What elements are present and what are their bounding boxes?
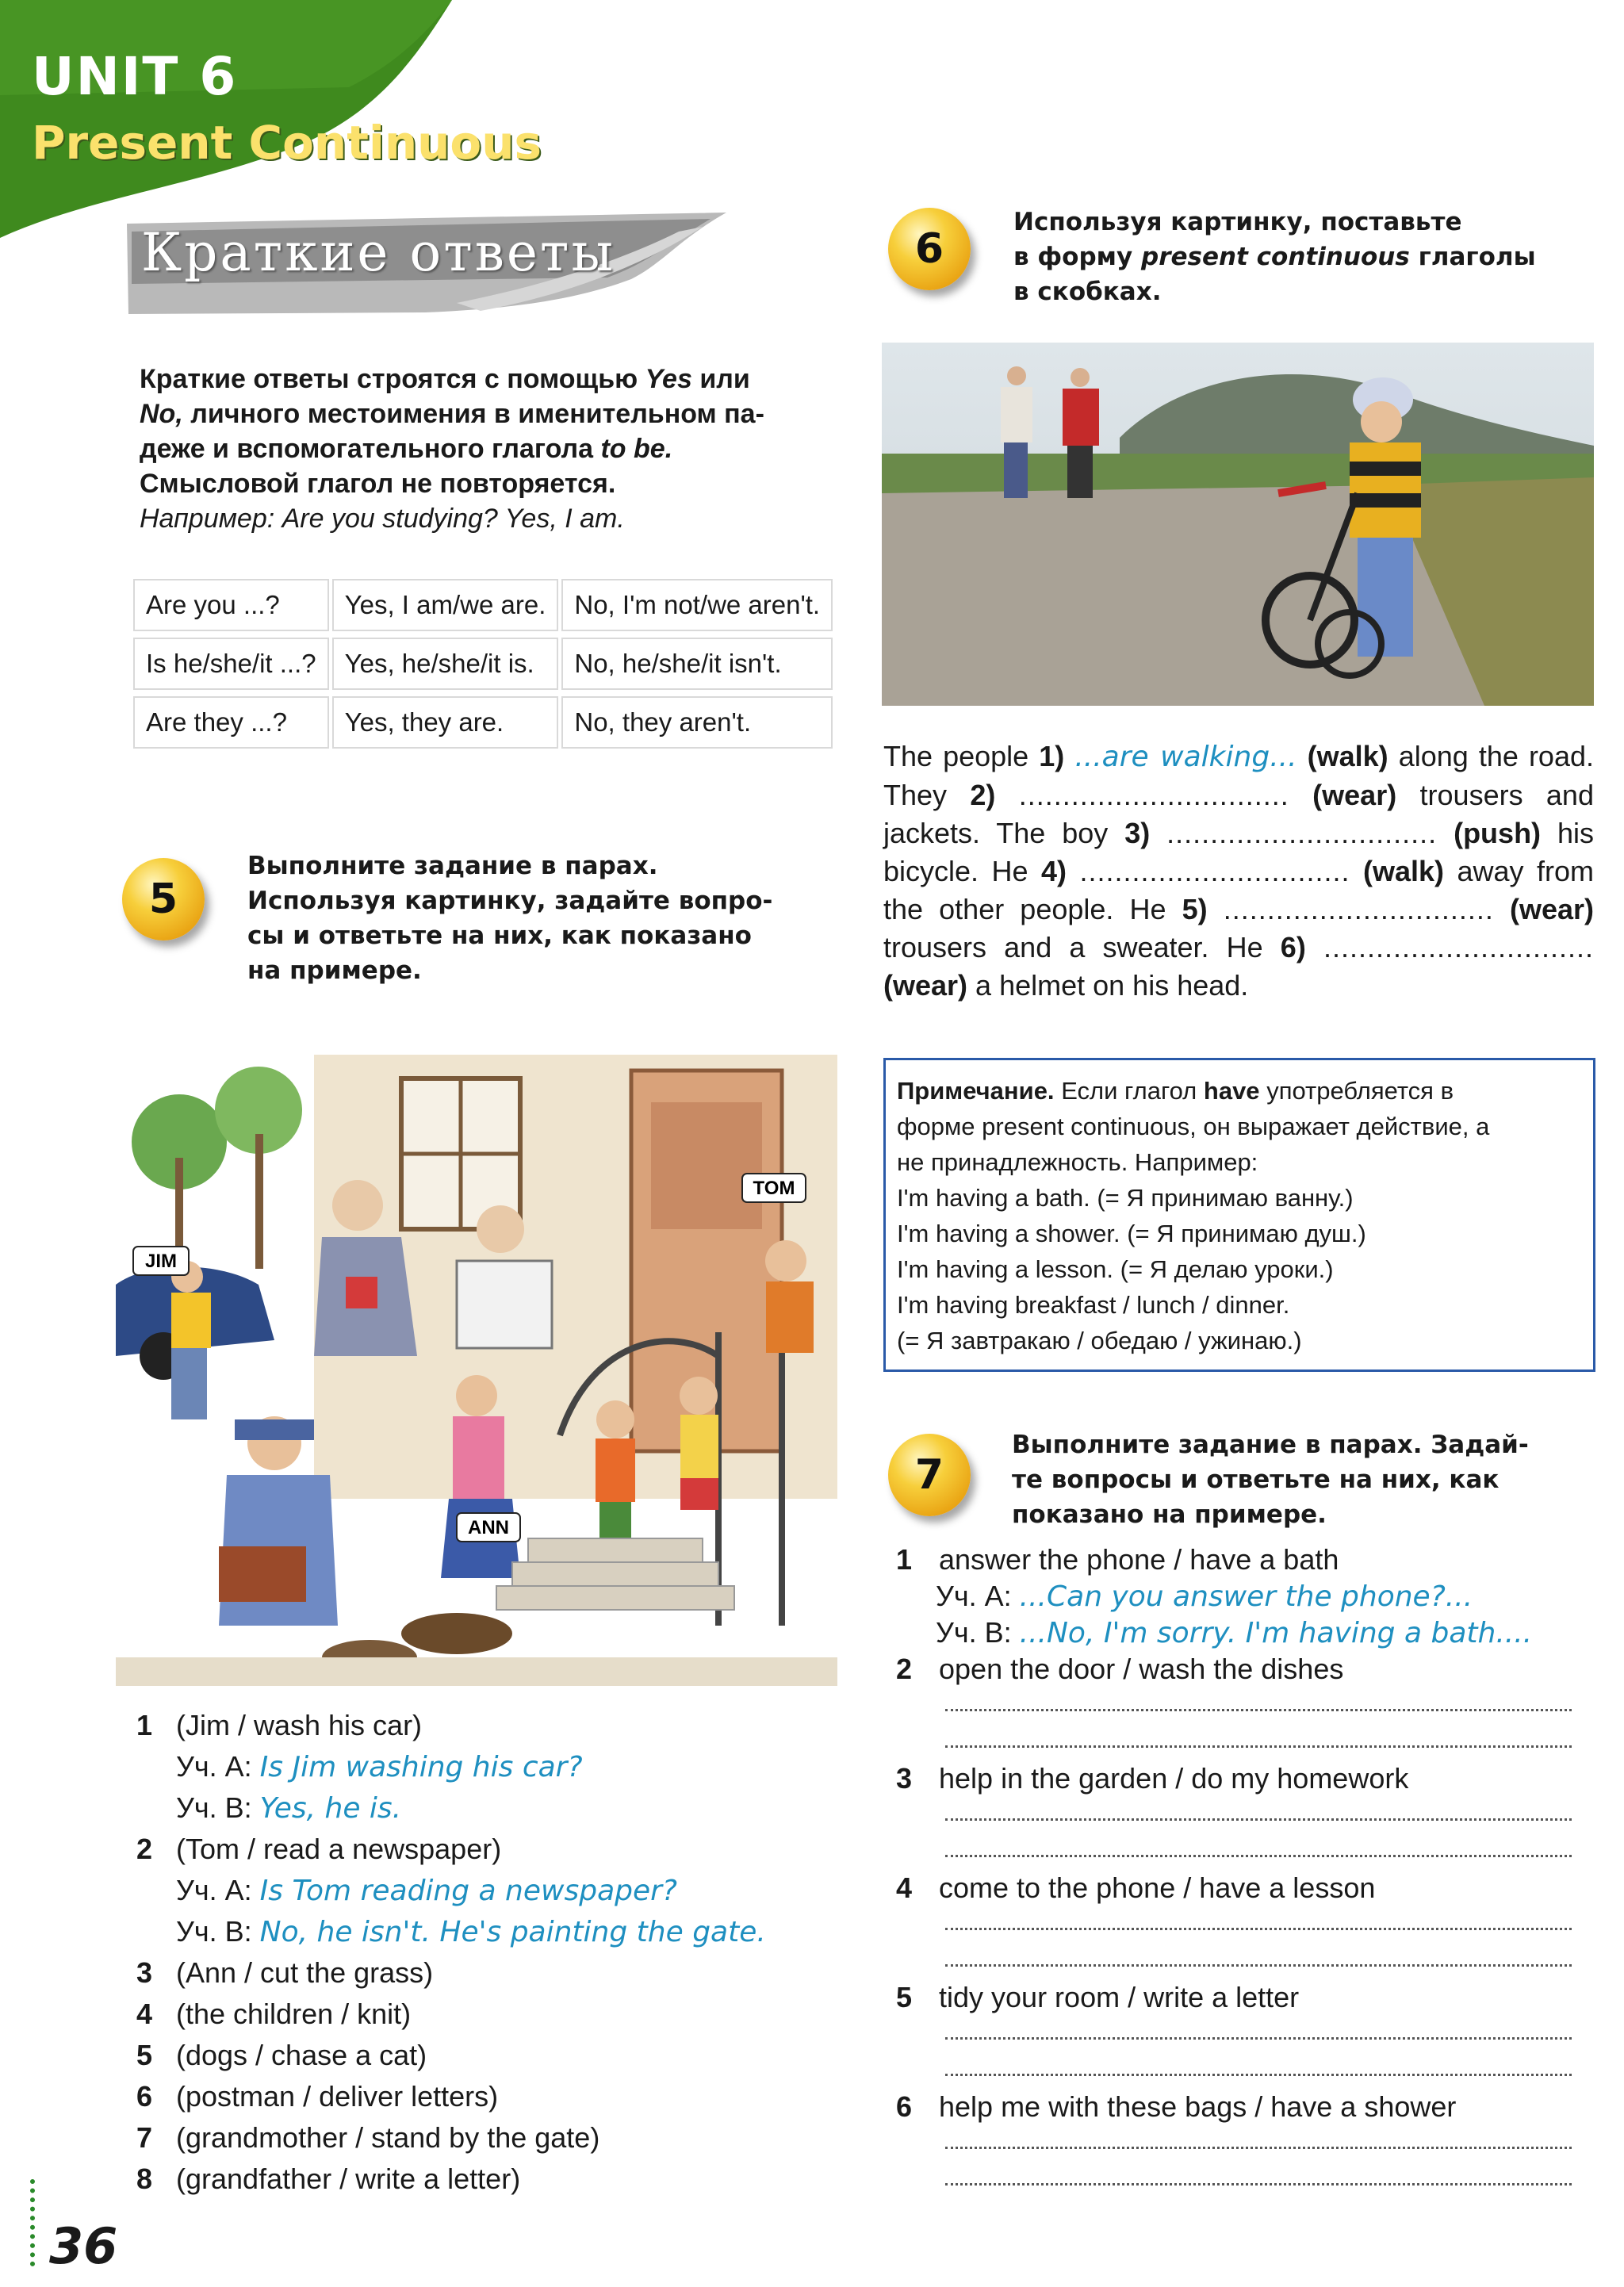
answer-line [896, 2125, 1594, 2162]
answer-line [896, 1906, 1594, 1943]
answer-line [896, 1943, 1594, 1979]
table-row: Are they ...? Yes, they are. No, they aren't. [133, 696, 833, 749]
svg-text:TOM: TOM [753, 1178, 795, 1199]
task-7-instructions: Выполните задание в парах. Задай- те вопросы и ответьте на них, как показано на примере. [1012, 1431, 1529, 1529]
task-7-badge: 7 [888, 1434, 971, 1516]
task-5-badge: 5 [122, 858, 205, 940]
section-banner-title: Краткие ответы [141, 222, 615, 283]
unit-title: UNIT 6 [32, 46, 238, 107]
page-number: 36 [49, 2217, 118, 2275]
answer-line [896, 2016, 1594, 2052]
answer-line [896, 1797, 1594, 1833]
task-6-text: The people 1) ...are walking... (walk) along the road. They 2) ............................... (wear) trousers and jackets. The boy 3) ............................... (push) his bicycle. He 4) ............................... (walk) away from the other people. He 5) ............................... (wear) trousers and a sweater. He 6) ............................... (wear) a helmet on his head. [883, 740, 1594, 1002]
answer-line [896, 1833, 1594, 1870]
svg-text:JIM: JIM [144, 1251, 178, 1272]
label-jim [133, 1247, 189, 1275]
page-margin-dots [30, 2179, 35, 2266]
answer-line [896, 2162, 1594, 2198]
table-row: Is he/she/it ...? Yes, he/she/it is. No, he/she/it isn't. [133, 638, 833, 690]
rule-example: Например: Are you studying? Yes, I am. [140, 504, 625, 534]
answer-line [896, 1687, 1594, 1724]
task-6-badge: 6 [888, 208, 971, 290]
label-ann [457, 1513, 520, 1542]
label-tom [742, 1174, 806, 1202]
note-box: Примечание. Если глагол have употребляется в форме present continuous, он выражает действие, а не принадлежность. Например: I'm having a bath. (= Я принимаю ванну.) I'm having a shower. (= Я принимаю душ.) I'm having a lesson. (= Я делаю уроки.) I'm having breakfast / lunch / dinner. (= Я завтракаю / обедаю / ужинаю.) [883, 1058, 1595, 1372]
answer-a: Уч. А: ...Can you answer the phone?... [936, 1580, 1473, 1613]
short-answers-table [130, 573, 836, 755]
task-7-list [896, 1542, 1594, 2198]
street-scene-illustration [116, 1023, 837, 1686]
list-item: 4 come to the phone / have a lesson [896, 1871, 1376, 1904]
list-item: 1 answer the phone / have a bath [896, 1543, 1339, 1576]
unit-subtitle: Present Continuous [32, 116, 542, 170]
answer-b: Уч. В: ...No, I'm sorry. I'm having a bath.... [936, 1616, 1533, 1649]
task-6-instructions: Используя картинку, поставьте в форму present continuous глаголы в скобках. [1013, 208, 1536, 306]
list-item: 2 open the door / wash the dishes [896, 1653, 1344, 1685]
task-5-list: 1 (Jim / wash his car) Уч. А: Is Jim washing his car? Уч. В: Yes, he is. 2 (Tom / read a newspaper) Уч. А: Is Tom reading a newspaper? Уч. В: No, he isn't. He's painting the gate. 3 (Ann / cut the grass) 4 (the children / knit) 5 (dogs / chase a cat) 6 (postman / deliver letters) 7 (grandmother / stand by the gate) 8 (grandfather / write a letter) [136, 1709, 766, 2195]
list-item: 3 help in the garden / do my homework [896, 1762, 1409, 1795]
task-5-instructions: Выполните задание в парах. Используя картинку, задайте вопро- сы и ответьте на них, как показано на примере. [247, 852, 773, 985]
answer-line [896, 2052, 1594, 2089]
list-item: 6 help me with these bags / have a shower [896, 2090, 1457, 2123]
svg-text:ANN: ANN [468, 1517, 509, 1538]
boy-with-bicycle-photo [882, 343, 1594, 706]
rule-text: Краткие ответы строятся с помощью Yes или No, личного местоимения в именительном па- деже и вспомогательного глагола to be. Смысловой глагол не повторяется. Например: Are you studying? Yes, I am. [140, 362, 837, 536]
answer-line [896, 1724, 1594, 1760]
list-item: 5 tidy your room / write a letter [896, 1981, 1300, 2013]
table-row: Are you ...? Yes, I am/we are. No, I'm not/we aren't. [133, 579, 833, 631]
